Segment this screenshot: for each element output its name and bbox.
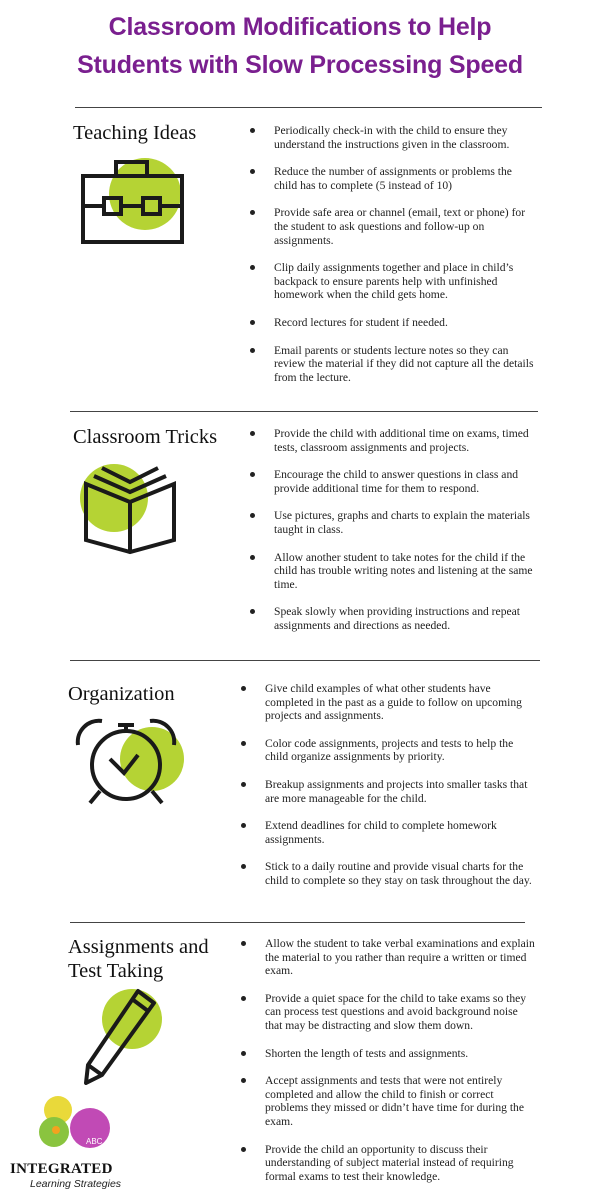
section-heading-teaching-ideas: Teaching Ideas <box>73 122 197 144</box>
logo-name: INTEGRATED <box>10 1161 113 1177</box>
list-item: Breakup assignments and projects into smaller tasks that are more manageable for the child. <box>239 778 539 805</box>
list-item: Accept assignments and tests that were not entirely completed and allow the child to finish or correct problems they missed or didn’t have time for during the exam. <box>239 1074 537 1128</box>
list-item: Allow another student to take notes for the child if the child has trouble writing notes and listening at the same time. <box>248 551 540 592</box>
section-divider <box>70 922 525 923</box>
pencil-icon <box>80 985 180 1085</box>
list-item: Clip daily assignments together and place in child’s backpack to ensure parents help with unfinished homework when the child gets home. <box>248 261 538 302</box>
list-item: Color code assignments, projects and tests to help the child organize assignments by priority. <box>239 737 539 764</box>
list-item: Extend deadlines for child to complete homework assignments. <box>239 819 539 846</box>
section-heading-line-2: Test Taking <box>68 960 164 982</box>
alarm-clock-icon <box>74 715 184 810</box>
section-heading-assignments <box>68 935 209 983</box>
section-heading-organization: Organization <box>68 683 175 705</box>
list-item: Provide the child an opportunity to discuss their understanding of subject material instead of requiring formal exams to test their knowledge. <box>239 1143 537 1184</box>
list-item: Periodically check-in with the child to ensure they understand the instructions given in the classroom. <box>248 124 538 151</box>
list-item: Encourage the child to answer questions in class and provide additional time for them to respond. <box>248 468 540 495</box>
logo-badge-text: ABC <box>86 1137 103 1146</box>
briefcase-icon <box>80 152 190 247</box>
title-line-1: Classroom Modifications to Help <box>108 13 492 41</box>
list-item: Email parents or students lecture notes so they can review the material if they did not capture all the details from the lecture. <box>248 344 538 385</box>
list-item: Provide the child with additional time on exams, timed tests, classroom assignments and projects. <box>248 427 540 454</box>
bullet-list-organization <box>239 682 539 902</box>
list-item: Allow the student to take verbal examinations and explain the material to you rather than require a written or timed exam. <box>239 937 537 978</box>
list-item: Use pictures, graphs and charts to explain the materials taught in class. <box>248 509 540 536</box>
section-heading-classroom-tricks: Classroom Tricks <box>73 426 218 448</box>
list-item: Speak slowly when providing instructions and repeat assignments and directions as needed. <box>248 605 540 632</box>
section-divider <box>70 411 538 412</box>
logo-tagline: Learning Strategies <box>30 1178 122 1190</box>
section-divider <box>75 107 542 108</box>
section-heading-line-1: Assignments and <box>68 936 209 958</box>
bullet-list-assignments <box>239 937 537 1197</box>
bullet-list-classroom-tricks <box>248 427 540 647</box>
list-item: Stick to a daily routine and provide visual charts for the child to complete so they stay on task throughout the day. <box>239 860 539 887</box>
list-item: Provide a quiet space for the child to take exams so they can process test questions and avoid background noise that may be distracting and slow them down. <box>239 992 537 1033</box>
list-item: Give child examples of what other students have completed in the past as a guide to follow on upcoming projects and assignments. <box>239 682 539 723</box>
section-divider <box>70 660 540 661</box>
list-item: Provide safe area or channel (email, text or phone) for the student to ask questions and follow-up on assignments. <box>248 206 538 247</box>
page-title <box>0 8 600 84</box>
list-item: Record lectures for student if needed. <box>248 316 538 330</box>
open-book-icon <box>80 458 180 558</box>
bullet-list-teaching-ideas <box>248 124 538 398</box>
list-item: Shorten the length of tests and assignments. <box>239 1047 537 1061</box>
list-item: Reduce the number of assignments or problems the child has to complete (5 instead of 10) <box>248 165 538 192</box>
title-line-2: Students with Slow Processing Speed <box>77 51 523 79</box>
